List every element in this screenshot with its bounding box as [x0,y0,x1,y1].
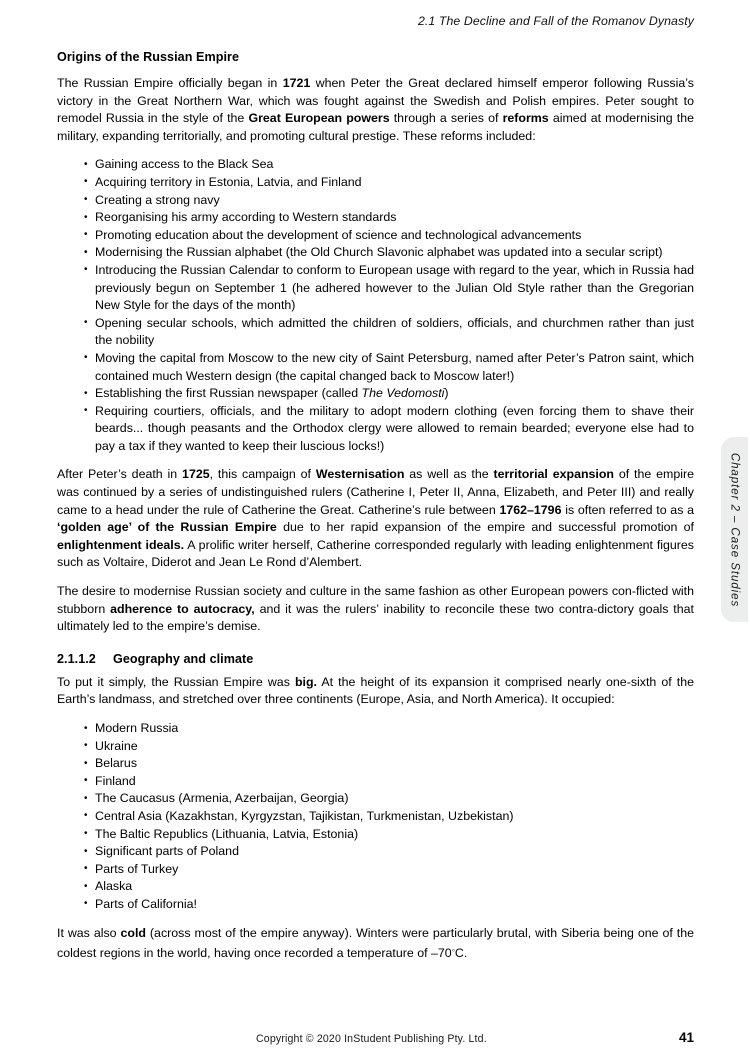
list-item: • Requiring courtiers, officials, and the military to adopt modern clothing (even forcing them to shave their beards... though peasants and the Orthodox clergy were allowed to remain bearded; everyone else had to pay a tax if they wanted to keep their luscious locks!) [84,403,694,456]
catherine-text-5: is often referred to as a [561,502,695,517]
geography-heading-number: 2.1.1.2 [57,651,96,666]
list-item: • Modernising the Russian alphabet (the Old Church Slavonic alphabet was updated into a secular script) [84,244,694,262]
catherine-text-1: After Peter’s death in [57,467,183,482]
list-item: • Finland [84,773,694,791]
catherine-text-3: as well as the [404,467,494,482]
list-item: • Significant parts of Poland [84,843,694,861]
geography-heading-title: Geography and climate [113,651,254,666]
list-item: • Introducing the Russian Calendar to conform to European usage with regard to the year, which in Russia had previously begun on September 1 (he adhered however to the Julian Old Style rather than the Gregorian New Style for the days of the month) [84,262,694,315]
section-subheading: Origins of the Russian Empire [57,50,239,64]
catherine-bold-reign-years: 1762–1796 [499,502,562,517]
catherine-bold-1725: 1725 [182,467,210,482]
autocracy-bold-adherence: adherence to autocracy, [110,601,255,616]
chapter-side-tab-label: Chapter 2 – Case Studies [728,452,741,607]
catherine-text-6: due to her rapid expansion of the empire and successful promotion of [276,520,694,535]
intro-bold-1721: 1721 [282,76,311,90]
page-number: 41 [678,1030,694,1045]
list-item: • Gaining access to the Black Sea [84,156,694,174]
geography-heading [57,652,694,666]
list-item: • Belarus [84,755,694,773]
list-item: • Promoting education about the development of science and technological advancements [84,227,694,245]
list-item: • Alaska [84,878,694,896]
catherine-text-7: A prolific writer herself, Catherine corresponded regularly with leading enlightenment figures such as Voltaire, Diderot and Jean Le Rond d’Alembert. [57,537,695,570]
degree-symbol: ◦ [451,945,455,956]
list-item: • Moving the capital from Moscow to the new city of Saint Petersburg, named after Peter’s Patron saint, which contained much Western design (the capital changed back to Moscow later!) [84,350,694,385]
list-item: • Central Asia (Kazakhstan, Kyrgyzstan, Tajikistan, Turkmenistan, Uzbekistan) [84,808,694,826]
newspaper-text-2: ) [444,386,449,401]
geography-paragraph [57,674,694,709]
intro-text-1: The Russian Empire officially began in [57,76,283,90]
list-item: • Parts of Turkey [84,861,694,879]
running-header: 2.1 The Decline and Fall of the Romanov Dynasty [417,14,694,28]
list-item: • Reorganising his army according to Western standards [84,209,694,227]
geography-bold-big: big. [294,674,317,689]
intro-text-3: through a series of [389,111,503,126]
copyright-notice: Copyright © 2020 InStudent Publishing Pty. Ltd. [256,1033,487,1045]
newspaper-title-italic: The Vedomosti [361,386,445,401]
list-item: • The Caucasus (Armenia, Azerbaijan, Georgia) [84,790,694,808]
geography-text-1: To put it simply, the Russian Empire was [57,674,295,689]
list-item: • Creating a strong navy [84,192,694,210]
list-item: • The Baltic Republics (Lithuania, Latvia, Estonia) [84,826,694,844]
catherine-bold-westernisation: Westernisation [315,467,405,482]
cold-text-3: C. [454,945,468,960]
intro-bold-great-european-powers: Great European powers [248,111,390,126]
geography-text-2: At the height of its expansion it comprised nearly one-sixth of the Earth’s landmass, and stretched over three continents (Europe, Asia, and North America). It occupied: [57,674,694,707]
intro-paragraph [57,75,694,145]
catherine-bold-enlightenment-ideals: enlightenment ideals. [57,537,185,552]
autocracy-paragraph [57,583,694,636]
page-footer [57,1030,694,1049]
cold-text-2: (across most of the empire anyway). Winters were particularly brutal, with Siberia being one of the coldest regions in the world, having once recorded a temperature of –70 [57,925,694,960]
list-item [84,385,694,403]
catherine-text-4: of the empire was continued by a series of undistinguished rulers (Catherine I, Peter II, Anna, Elizabeth, and Peter III) and really came to a head under the rule of Catherine the Great. Catherine’s rule between [57,467,695,517]
newspaper-text-1: Establishing the first Russian newspaper (called [95,386,362,401]
autocracy-text-2: and it was the rulers’ inability to reconcile these two contra-dictory goals that ultimately led to the empire’s demise. [57,601,694,634]
page-content [57,50,694,973]
list-item: • Opening secular schools, which admitted the children of soldiers, officials, and churchmen rather than just the nobility [84,315,694,350]
autocracy-text-1: The desire to modernise Russian society and culture in the same fashion as other European powers con-flicted with stubborn [57,584,694,616]
intro-text-4: aimed at modernising the military, expanding territorially, and promoting cultural prestige. These reforms included: [57,111,695,143]
list-item: • Acquiring territory in Estonia, Latvia, and Finland [84,174,694,192]
intro-bold-reforms: reforms [502,111,549,126]
chapter-side-tab [721,437,748,622]
intro-text-2: when Peter the Great declared himself emperor following Russia’s victory in the Great Northern War, which was fought against the Swedish and Polish empires. Peter sought to remodel Russia in the style of the [57,76,694,126]
list-item: • Modern Russia [84,720,694,738]
cold-text-1: It was also [57,925,121,940]
list-item: • Ukraine [84,738,694,756]
territory-bullet-list [57,720,694,914]
cold-paragraph [57,925,694,963]
list-item: • Parts of California! [84,896,694,914]
reforms-bullet-list [57,156,694,455]
cold-bold-cold: cold [120,925,146,940]
catherine-bold-golden-age: ‘golden age’ of the Russian Empire [57,520,277,535]
catherine-text-2: , this campaign of [209,467,316,482]
catherine-paragraph [57,466,694,572]
catherine-bold-territorial-expansion: territorial expansion [493,467,615,482]
